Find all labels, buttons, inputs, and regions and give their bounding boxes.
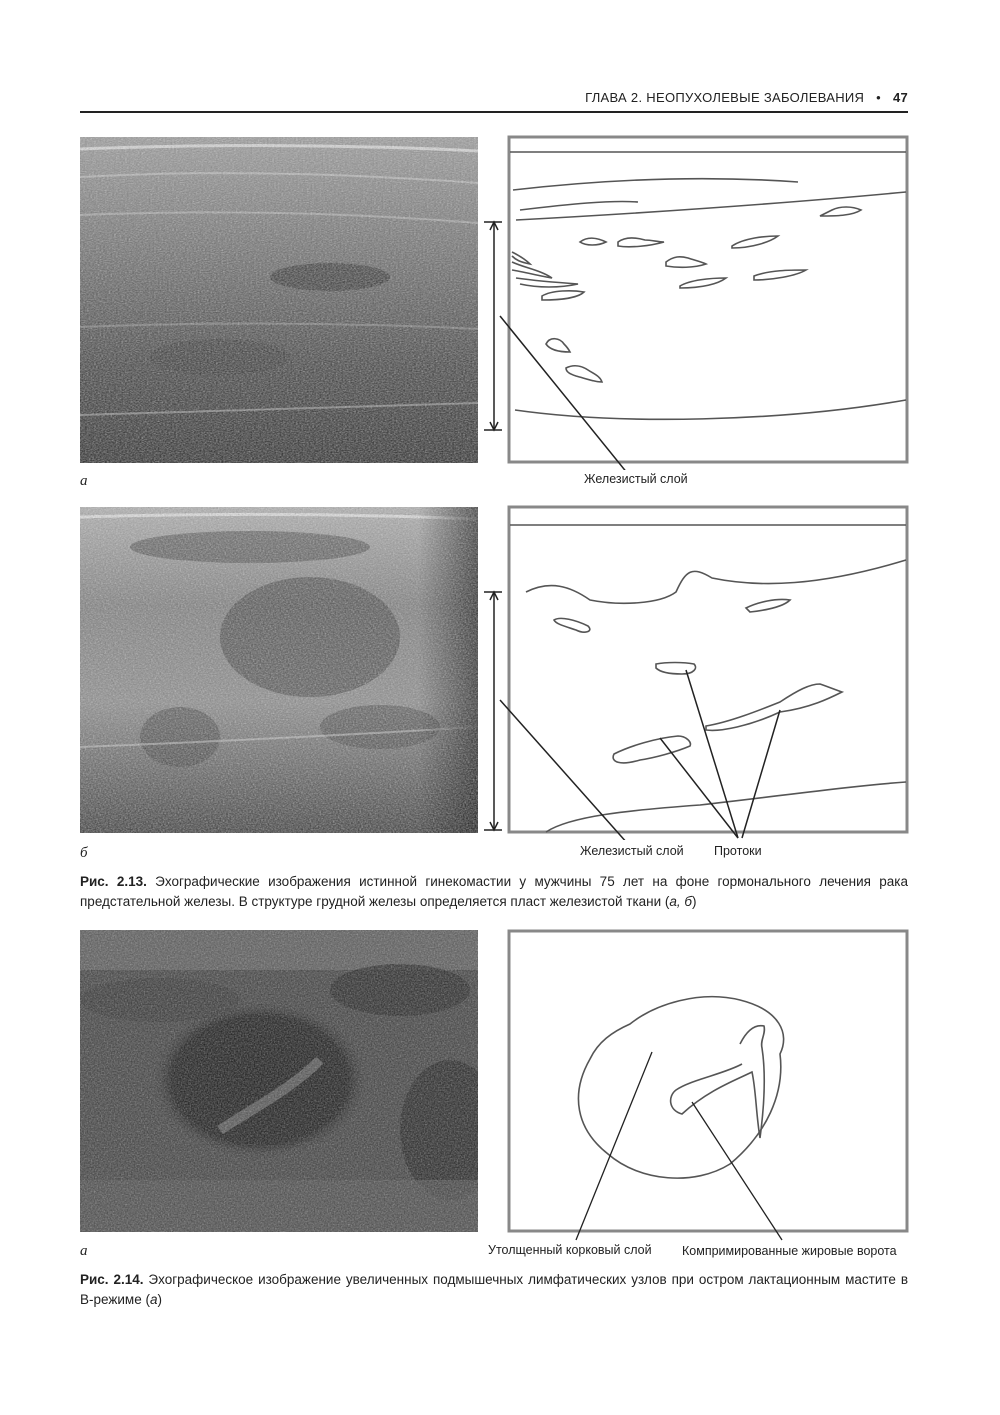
figure-caption-2-13 [80,872,908,912]
panel-label-2-14a: а [80,1243,88,1259]
page-number: 47 [892,90,908,105]
caption-lead-2-13: Рис. 2.13. [80,874,147,889]
callout-thickened-cortex: Утолщенный корковый слой [488,1243,652,1257]
header-rule [80,111,908,113]
schematic-2-14a [480,924,920,1244]
caption-end-2-14: ) [157,1292,162,1307]
callout-glandular-layer-2-13b: Железистый слой [580,844,684,858]
ultrasound-image-2-13b [80,507,478,833]
caption-refs-2-13: а, б [669,894,693,909]
bullet-separator: • [876,90,882,105]
caption-end-2-13: ) [692,894,697,909]
schematic-2-13b [480,500,920,840]
figure-caption-2-14 [80,1270,908,1310]
panel-label-2-13b: б [80,845,88,861]
callout-compressed-fatty-hilum: Компримированные жировые ворота [682,1244,897,1258]
caption-text-2-14: Эхографическое изображение увеличенных подмышечных лимфатических узлов при остром лактационным мастите в В-режиме ( [80,1272,908,1307]
running-head [560,90,908,105]
caption-refs-2-14: а [149,1292,158,1307]
ultrasound-image-2-13a [80,137,478,463]
ultrasound-image-2-14a [80,930,478,1232]
chapter-title: ГЛАВА 2. НЕОПУХОЛЕВЫЕ ЗАБОЛЕВАНИЯ [585,90,865,105]
caption-text-2-13: Эхографические изображения истинной гинекомастии у мужчины 75 лет на фоне гормонального лечения рака предстательной железы. В структуре грудной железы определяется пласт железистой ткани ( [80,874,908,909]
panel-label-2-13a: а [80,473,88,489]
schematic-2-13a [480,130,920,470]
caption-lead-2-14: Рис. 2.14. [80,1272,144,1287]
callout-ducts-2-13b: Протоки [714,844,762,858]
callout-glandular-layer-2-13a: Железистый слой [584,472,688,486]
